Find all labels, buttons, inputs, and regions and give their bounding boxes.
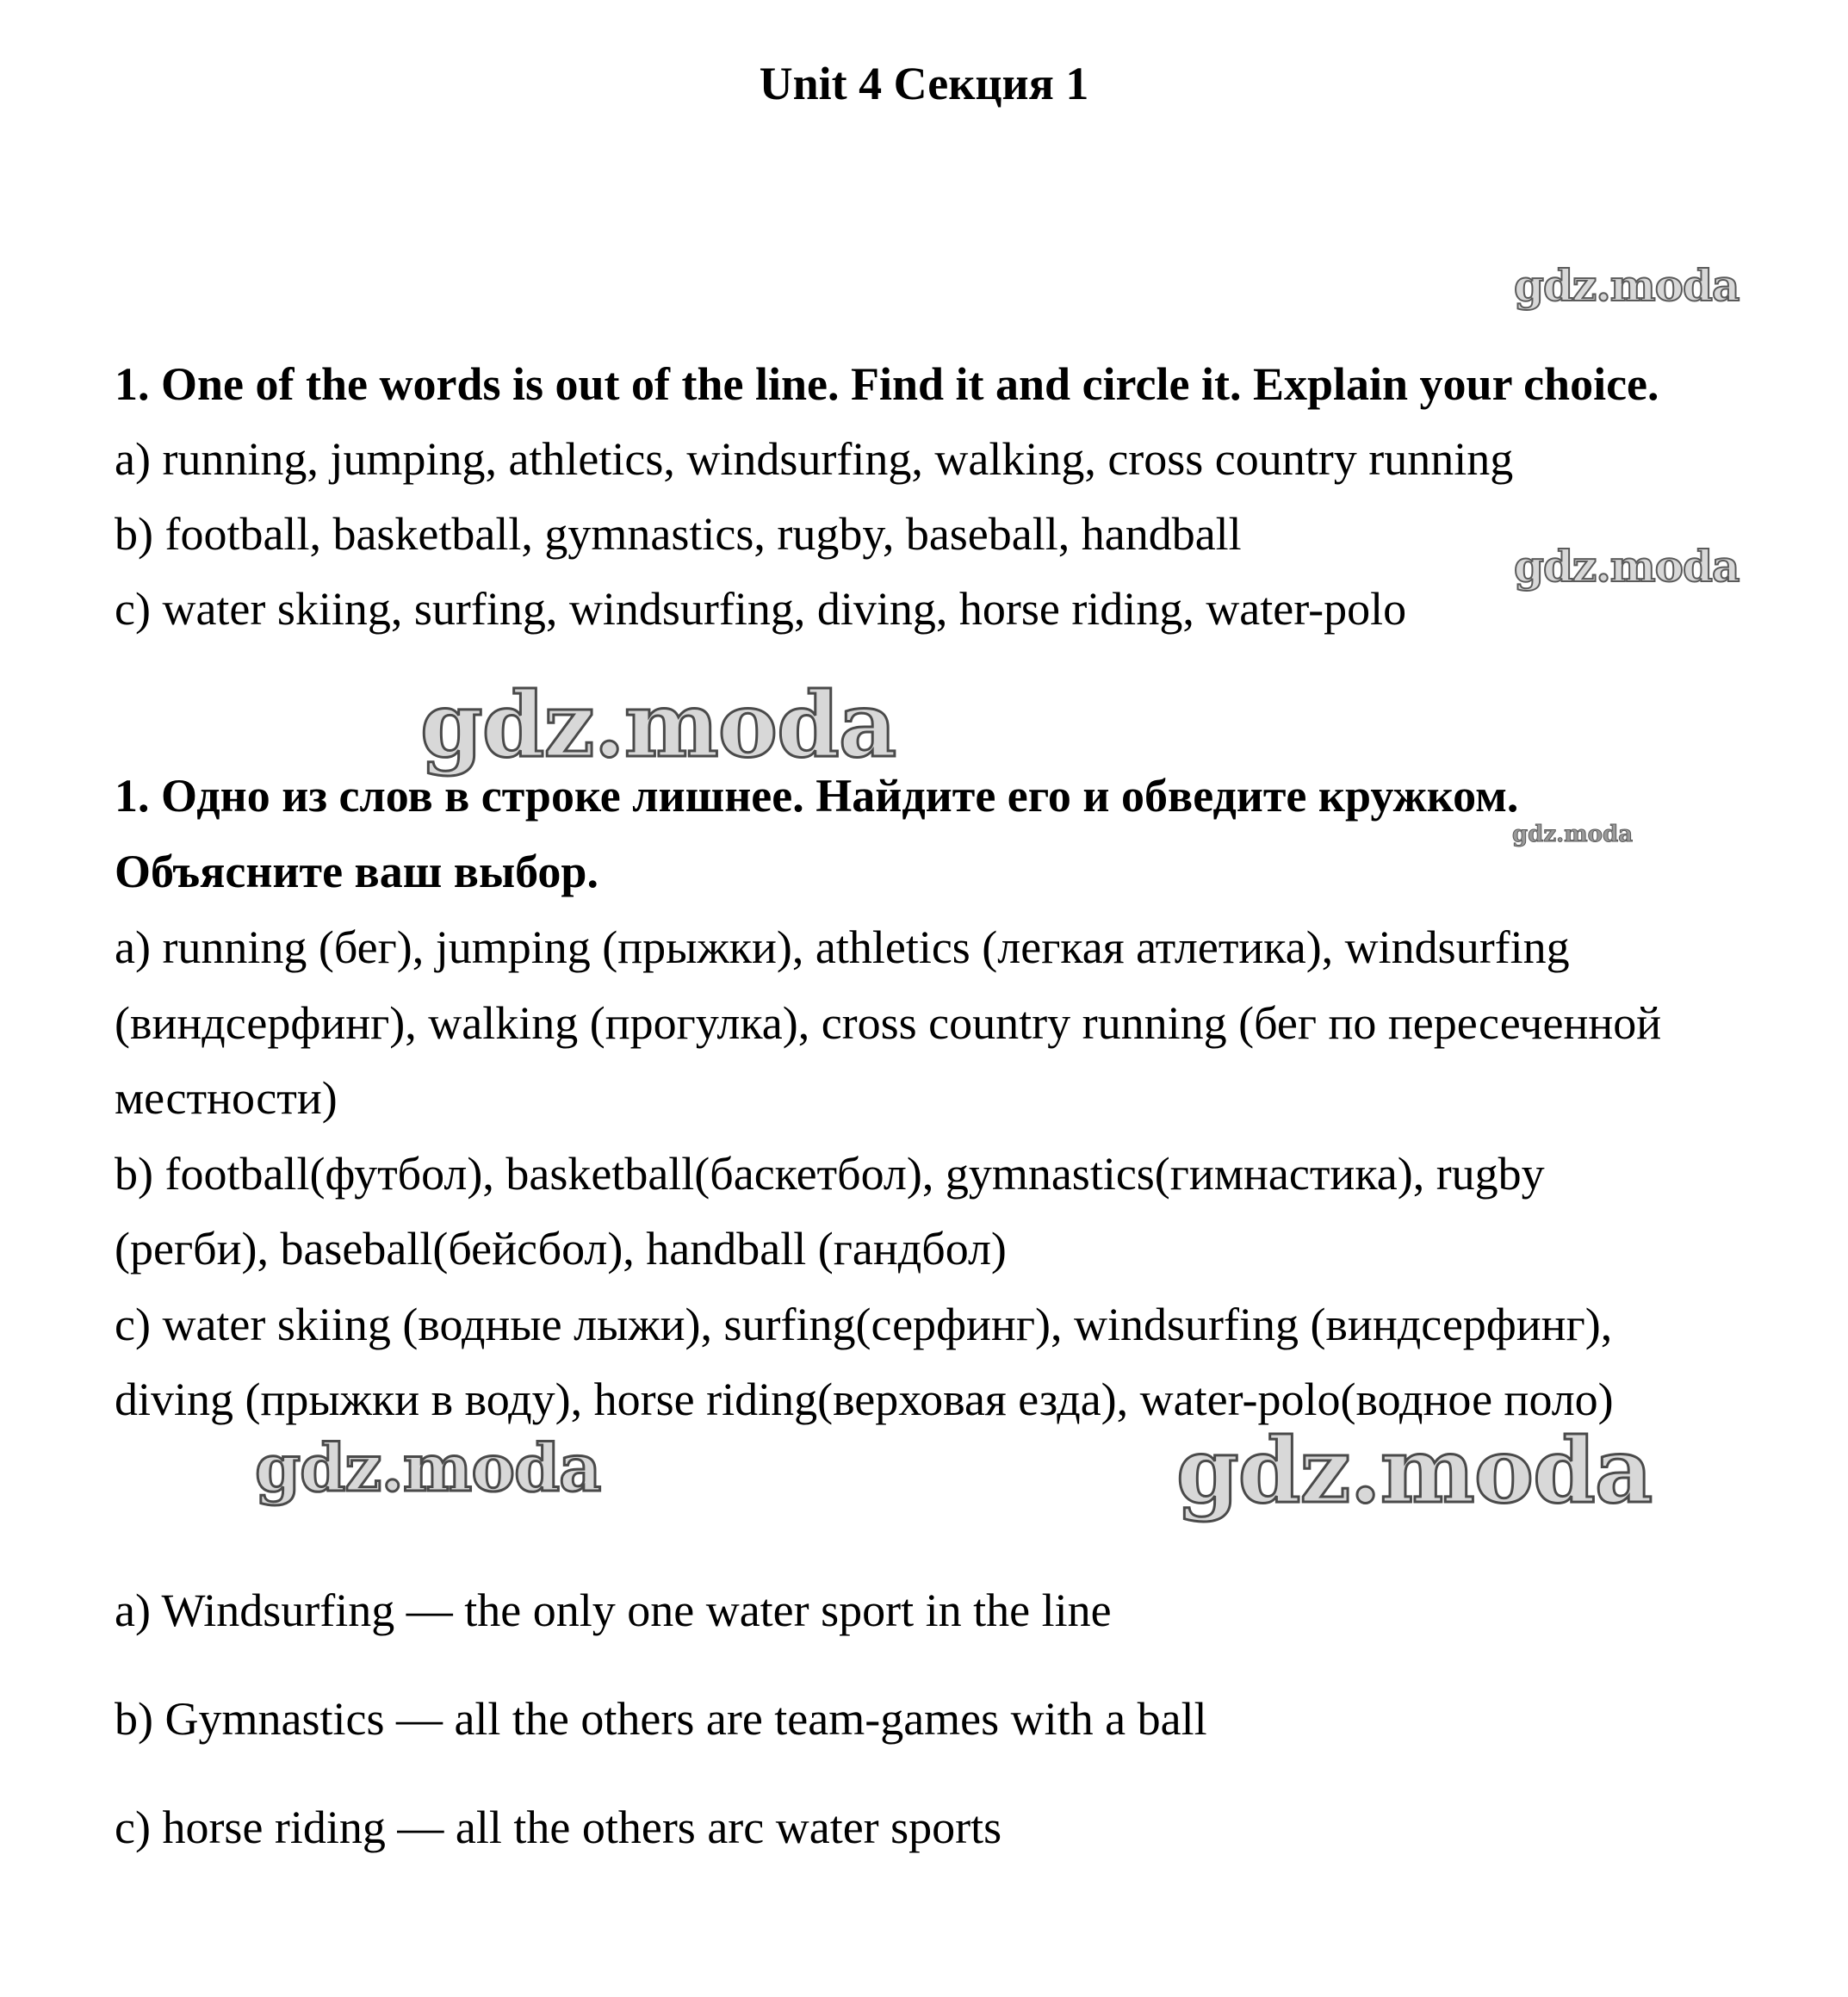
russian-item-c-line2: diving (прыжки в воду), horse riding(верховая езда), water-polo(водное поло)	[115, 1374, 1614, 1425]
russian-task-heading-line1: 1. Одно из слов в строке лишнее. Найдите его и обведите кружком.	[115, 770, 1519, 822]
watermark-top-right: gdz.moda	[1514, 260, 1739, 311]
watermark-small: gdz.moda	[1512, 822, 1634, 847]
watermark-large-center: gdz.moda	[420, 672, 896, 778]
russian-item-a-line3: местности)	[115, 1072, 338, 1124]
english-item-a: a) running, jumping, athletics, windsurfing, walking, cross country running	[115, 433, 1514, 485]
russian-item-a-line1: a) running (бег), jumping (прыжки), athletics (легкая атлетика), windsurfing	[115, 921, 1570, 973]
english-item-b: b) football, basketball, gymnastics, rugby, baseball, handball	[115, 508, 1242, 560]
russian-task-heading-line2: Объясните ваш выбор.	[115, 846, 598, 897]
watermark-large-bottom-right: gdz.moda	[1176, 1417, 1653, 1523]
page-title: Unit 4 Секция 1	[759, 58, 1089, 109]
russian-item-c-line1: c) water skiing (водные лыжи), surfing(серфинг), windsurfing (виндсерфинг),	[115, 1299, 1613, 1350]
russian-item-a-line2: (виндсерфинг), walking (прогулка), cross country running (бег по пересеченной	[115, 997, 1662, 1049]
answer-c: c) horse riding — all the others arc water sports	[115, 1802, 1002, 1853]
answer-a: a) Windsurfing — the only one water sport in the line	[115, 1585, 1112, 1636]
english-task-heading: 1. One of the words is out of the line. Find it and circle it. Explain your choice.	[115, 358, 1659, 410]
answer-b: b) Gymnastics — all the others are team-games with a ball	[115, 1693, 1207, 1745]
watermark-right-middle: gdz.moda	[1514, 541, 1739, 592]
russian-item-b-line2: (регби), baseball(бейсбол), handball (гандбол)	[115, 1223, 1007, 1274]
russian-item-b-line1: b) football(футбол), basketball(баскетбол), gymnastics(гимнастика), rugby	[115, 1148, 1545, 1200]
watermark-bottom-left: gdz.moda	[255, 1430, 601, 1506]
english-item-c: c) water skiing, surfing, windsurfing, diving, horse riding, water-polo	[115, 583, 1407, 635]
